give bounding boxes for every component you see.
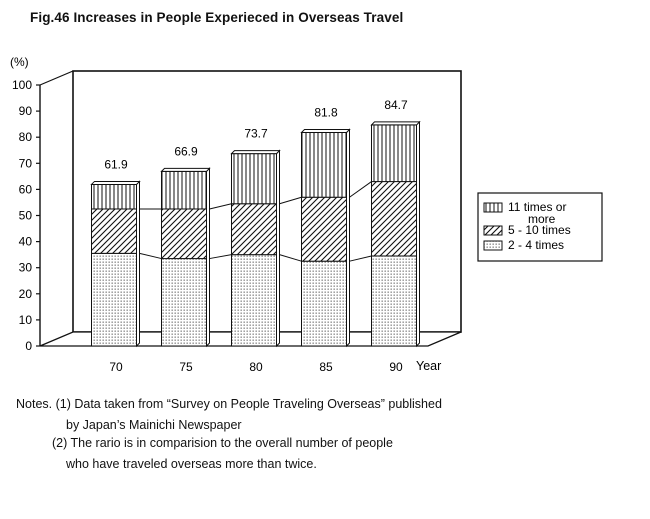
series-connector bbox=[140, 253, 162, 258]
x-tick-label-85: 85 bbox=[319, 360, 333, 374]
bar-segment-90-2 bbox=[372, 182, 417, 256]
bar-segment-90-3 bbox=[372, 125, 417, 182]
x-tick-label-90: 90 bbox=[389, 360, 403, 374]
legend-swatch-diagonal bbox=[484, 226, 502, 235]
bar-segment-80-3 bbox=[232, 154, 277, 204]
legend-label: more bbox=[528, 212, 556, 226]
bar-segment-85-3 bbox=[302, 133, 347, 198]
bar-segment-70-2 bbox=[92, 209, 137, 253]
bar-side-90 bbox=[417, 122, 420, 346]
legend-swatch-dots bbox=[484, 241, 502, 250]
bar-side-70 bbox=[137, 181, 140, 346]
total-label-75: 66.9 bbox=[174, 144, 198, 159]
bar-side-80 bbox=[277, 151, 280, 346]
total-label-80: 73.7 bbox=[244, 126, 268, 141]
y-axis-label: (%) bbox=[10, 55, 29, 69]
total-label-90: 84.7 bbox=[384, 97, 408, 112]
y-tick-label: 10 bbox=[18, 312, 32, 327]
bar-segment-85-2 bbox=[302, 197, 347, 261]
figure-title: Fig.46 Increases in People Experieced in Overseas Travel bbox=[30, 10, 404, 25]
note-line-1: Notes. (1) Data taken from “Survey on People Traveling Overseas” published bbox=[16, 397, 442, 411]
y-tick-label: 90 bbox=[18, 104, 32, 119]
bar-segment-75-2 bbox=[162, 209, 207, 259]
bar-segment-85-1 bbox=[302, 261, 347, 346]
legend-label: 11 times or bbox=[508, 200, 567, 214]
bar-segment-70-3 bbox=[92, 184, 137, 209]
bar-top-75 bbox=[162, 168, 210, 171]
note-line-2: by Japan’s Mainichi Newspaper bbox=[66, 418, 242, 432]
y-tick-label: 50 bbox=[18, 208, 32, 223]
legend-label: 2 - 4 times bbox=[508, 238, 565, 252]
y-tick-label: 0 bbox=[25, 339, 32, 353]
bar-segment-70-1 bbox=[92, 253, 137, 346]
series-connector bbox=[280, 255, 302, 262]
y-tick-label: 100 bbox=[11, 78, 32, 92]
total-label-70: 61.9 bbox=[104, 157, 128, 172]
bar-segment-75-1 bbox=[162, 259, 207, 346]
bar-top-85 bbox=[302, 130, 350, 133]
bar-side-75 bbox=[207, 168, 210, 346]
wall-edge-top bbox=[40, 71, 73, 85]
bar-top-90 bbox=[372, 122, 420, 125]
bar-top-70 bbox=[92, 181, 140, 184]
note-line-4: who have traveled overseas more than twice. bbox=[66, 457, 317, 471]
y-tick-label: 20 bbox=[18, 286, 32, 301]
x-axis-label: Year bbox=[416, 359, 442, 373]
bar-segment-80-1 bbox=[232, 255, 277, 346]
bar-segment-90-1 bbox=[372, 256, 417, 346]
y-tick-label: 80 bbox=[18, 130, 32, 145]
x-tick-label-70: 70 bbox=[109, 360, 123, 374]
bar-segment-75-3 bbox=[162, 171, 207, 209]
bar-top-80 bbox=[232, 151, 280, 154]
bar-segment-80-2 bbox=[232, 204, 277, 255]
y-tick-label: 30 bbox=[18, 260, 32, 275]
series-connector bbox=[210, 204, 232, 209]
series-connector bbox=[350, 182, 372, 198]
y-tick-label: 60 bbox=[18, 182, 32, 197]
legend-swatch-vertical bbox=[484, 203, 502, 212]
series-connector bbox=[280, 197, 302, 204]
y-tick-label: 70 bbox=[18, 156, 32, 171]
series-connector bbox=[210, 255, 232, 259]
x-tick-label-75: 75 bbox=[179, 360, 193, 374]
y-tick-label: 40 bbox=[18, 234, 32, 249]
x-tick-label-80: 80 bbox=[249, 360, 263, 374]
legend-label: 5 - 10 times bbox=[508, 223, 571, 237]
total-label-85: 81.8 bbox=[314, 105, 338, 120]
series-connector bbox=[350, 256, 372, 261]
bar-side-85 bbox=[347, 130, 350, 346]
note-line-3: (2) The rario is in comparision to the overall number of people bbox=[52, 436, 393, 450]
